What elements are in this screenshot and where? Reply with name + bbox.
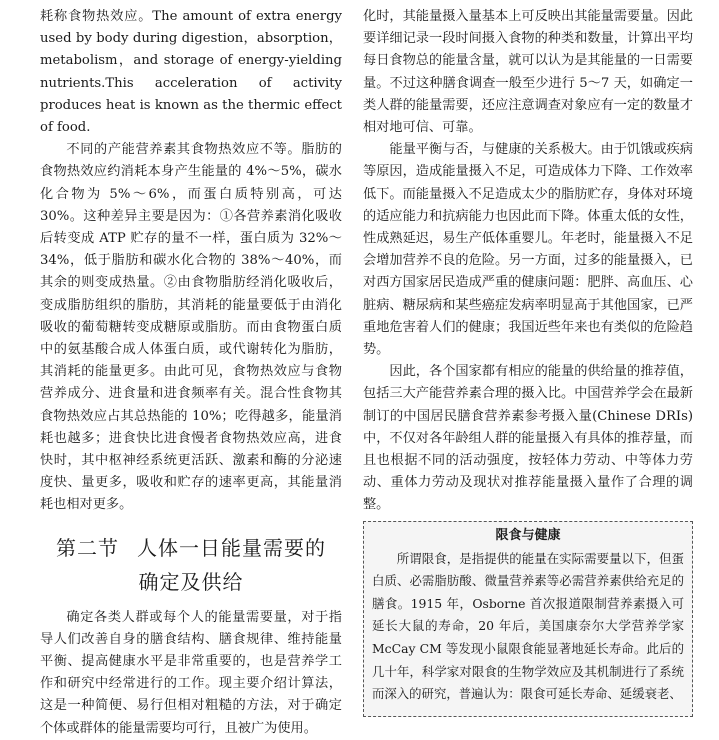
section-number: 第二节 <box>56 535 119 560</box>
section-title-line1: 人体一日能量需要的 <box>137 535 326 560</box>
section-heading <box>40 531 342 599</box>
sidebar-box-text: 所谓限食，是指提供的能量在实际需要量以下，但蛋白质、必需脂肪酸、微量营养素等必需营养素供给充足的膳食。1915 年，Osborne 首次报道限制营养素摄入可延长大鼠的寿命，20 年后，美国康奈尔大学营养学家 McCay CM 等发现小鼠限食能显著地延长寿命。此后的几十年，科学家对限食的生物学效应及其机制进行了系统而深入的研究，普遍认为：限食可延长寿命、延缓衰老、 <box>372 550 684 702</box>
section-title-line2: 确定及供给 <box>138 569 244 594</box>
paragraph-thermic-effect-definition: 耗称食物热效应。The amount of extra energy used by body during digestion，absorption，metabolism，and storage of energy-yielding nutrients.This acceleration of activity produces heat is known as the thermic effect of food. <box>40 9 342 136</box>
paragraph-thermic-effect-differences: 不同的产能营养素其食物热效应不等。脂肪的食物热效应约消耗本身产生能量的 4%～5%，碳水化合物为 5%～6%，而蛋白质特别高，可达 30%。这种差异主要是因为：①各营养素消化吸收后转变成 ATP 贮存的量不一样，蛋白质为 32%～34%，低于脂肪和碳水化合物的 38%～40%，而其余的则变成热量。②由食物脂肪经消化吸收后，变成脂肪组织的脂肪，其消耗的能量要低于由消化吸收的葡萄糖转变成糖原或脂肪。而由食物蛋白质中的氨基酸合成人体蛋白质，或代谢转化为脂肪，其消耗的能量更多。由此可见，食物热效应与食物营养成分、进食量和进食频率有关。混合性食物其食物热效应占其总热能的 10%；吃得越多，能量消耗也越多；进食快比进食慢者食物热效应高，进食快时，其中枢神经系统更活跃、激素和酶的分泌速度快、量更多，吸收和贮存的速率更高，其能量消耗也相对更多。 <box>40 142 342 513</box>
paragraph-energy-requirement-intro: 确定各类人群或每个人的能量需要量，对于指导人们改善自身的膳食结构、膳食规律、维持能量平衡、提高健康水平是非常重要的，也是营养学工作和研究中经常进行的工作。现主要介绍计算法，这是一种简便、易行但相对粗糙的方法，对于确定个体或群体的能量需要均可行，且被广为使用。 <box>40 609 342 736</box>
section-heading-line1 <box>40 531 342 565</box>
paragraph-dri-recommendations: 因此，各个国家都有相应的能量的供给量的推荐值，包括三大产能营养素合理的摄入比。中国营养学会在最新制订的中国居民膳食营养素参考摄入量(Chinese DRIs)中，不仅对各年龄组人群的能量摄入有具体的推荐量，而且也根据不同的活动强度，按轻体力劳动、中等体力劳动、重体力劳动及现状对推荐能量摄入量作了合理的调整。 <box>363 364 693 513</box>
sidebar-box-title: 限食与健康 <box>495 527 561 543</box>
right-column <box>363 6 693 717</box>
paragraph-energy-balance-health: 能量平衡与否，与健康的关系极大。由于饥饿或疾病等原因，造成能量摄入不足，可造成体力下降、工作效率低下。而能量摄入不足造成太少的脂肪贮存，身体对环境的适应能力和抗病能力也因此而下降。体重太低的女性，性成熟延迟，易生产低体重婴儿。年老时，能量摄入不足会增加营养不良的危险。另一方面，过多的能量摄入，已对西方国家居民造成严重的健康问题：肥胖、高血压、心脏病、糖尿病和某些癌症发病率明显高于其他国家，已严重地危害着人们的健康；我国近些年来也有类似的危险趋势。 <box>363 142 693 358</box>
left-column <box>40 6 342 740</box>
sidebar-box-calorie-restriction <box>363 521 693 717</box>
paragraph-dietary-survey: 化时，其能量摄入量基本上可反映出其能量需要量。因此要详细记录一段时间摄入食物的种类和数量，计算出平均每日食物总的能量含量，就可以认为是其能量的一日需要量。不过这种膳食调查一般至少进行 5～7 天，如确定一类人群的能量需要，还应注意调查对象应有一定的数量才相对地可信、可靠。 <box>363 9 693 136</box>
